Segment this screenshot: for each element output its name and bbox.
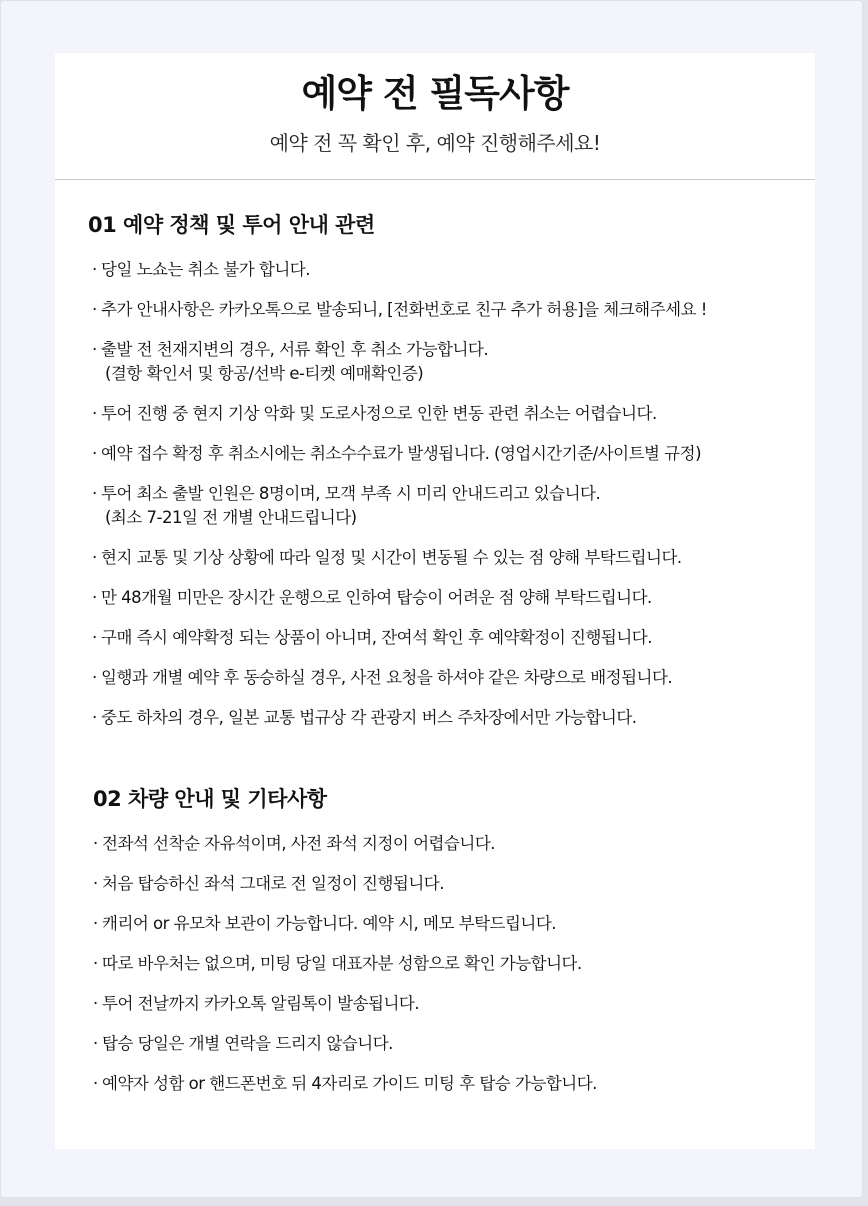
item-text: 예약자 성함 or 핸드폰번호 뒤 4자리로 가이드 미팅 후 탑승 가능합니다. bbox=[102, 1074, 597, 1093]
list-item bbox=[93, 832, 787, 856]
list-item bbox=[92, 586, 787, 610]
list-item bbox=[92, 666, 787, 690]
list-item bbox=[93, 912, 787, 936]
bullet: · bbox=[93, 954, 98, 973]
notice-header bbox=[55, 53, 815, 180]
bullet: · bbox=[92, 340, 97, 359]
list-item bbox=[92, 338, 787, 386]
item-text: 투어 최소 출발 인원은 8명이며, 모객 부족 시 미리 안내드리고 있습니다. bbox=[101, 484, 601, 503]
list-item bbox=[92, 706, 787, 730]
item-text: 투어 전날까지 카카오톡 알림톡이 발송됩니다. bbox=[102, 994, 420, 1013]
section-vehicle-info bbox=[55, 746, 815, 1096]
item-text: 따로 바우처는 없으며, 미팅 당일 대표자분 성함으로 확인 가능합니다. bbox=[102, 954, 582, 973]
bullet: · bbox=[93, 874, 98, 893]
item-text: 당일 노쇼는 취소 불가 합니다. bbox=[101, 260, 310, 279]
bullet: · bbox=[93, 994, 98, 1013]
list-item bbox=[93, 952, 787, 976]
bullet: · bbox=[92, 260, 97, 279]
list-item bbox=[92, 258, 787, 282]
item-note: (최소 7-21일 전 개별 안내드립니다) bbox=[105, 508, 357, 527]
list-item bbox=[92, 546, 787, 570]
list-item bbox=[93, 872, 787, 896]
bullet: · bbox=[93, 834, 98, 853]
item-text: 출발 전 천재지변의 경우, 서류 확인 후 취소 가능합니다. bbox=[101, 340, 489, 359]
list-item bbox=[92, 298, 787, 322]
item-text: 구매 즉시 예약확정 되는 상품이 아니며, 잔여석 확인 후 예약확정이 진행됩니다. bbox=[101, 628, 652, 647]
item-text: 전좌석 선착순 자유석이며, 사전 좌석 지정이 어렵습니다. bbox=[102, 834, 496, 853]
item-text: 투어 진행 중 현지 기상 악화 및 도로사정으로 인한 변동 관련 취소는 어렵습니다. bbox=[101, 404, 657, 423]
bullet: · bbox=[92, 548, 97, 567]
list-item bbox=[93, 1072, 787, 1096]
item-text: 만 48개월 미만은 장시간 운행으로 인하여 탑승이 어려운 점 양해 부탁드립니다. bbox=[101, 588, 652, 607]
item-text: 처음 탑승하신 좌석 그대로 전 일정이 진행됩니다. bbox=[102, 874, 444, 893]
bullet: · bbox=[92, 444, 97, 463]
vehicle-list bbox=[93, 832, 787, 1096]
item-text: 캐리어 or 유모차 보관이 가능합니다. 예약 시, 메모 부탁드립니다. bbox=[102, 914, 557, 933]
bullet: · bbox=[92, 628, 97, 647]
item-text: 일행과 개별 예약 후 동승하실 경우, 사전 요청을 하셔야 같은 차량으로 배정됩니다. bbox=[101, 668, 673, 687]
page-subtitle: 예약 전 꼭 확인 후, 예약 진행해주세요! bbox=[269, 131, 601, 155]
page-title: 예약 전 필독사항 bbox=[301, 72, 569, 115]
item-text: 탑승 당일은 개별 연락을 드리지 않습니다. bbox=[102, 1034, 393, 1053]
notice-card bbox=[55, 53, 815, 1149]
list-item bbox=[93, 992, 787, 1016]
list-item bbox=[93, 1032, 787, 1056]
bullet: · bbox=[92, 300, 97, 319]
section-heading: 01 예약 정책 및 투어 안내 관련 bbox=[88, 213, 375, 237]
item-text: 중도 하차의 경우, 일본 교통 법규상 각 관광지 버스 주차장에서만 가능합니다. bbox=[101, 708, 637, 727]
bullet: · bbox=[92, 484, 97, 503]
item-text: 추가 안내사항은 카카오톡으로 발송되니, [전화번호로 친구 추가 허용]을 체크해주세요 ! bbox=[101, 300, 707, 319]
list-item bbox=[92, 482, 787, 530]
list-item bbox=[92, 402, 787, 426]
bullet: · bbox=[92, 668, 97, 687]
bullet: · bbox=[92, 588, 97, 607]
bullet: · bbox=[92, 708, 97, 727]
section-reservation-policy bbox=[55, 180, 815, 730]
policy-list bbox=[88, 258, 787, 730]
list-item bbox=[92, 442, 787, 466]
bullet: · bbox=[92, 404, 97, 423]
item-text: 현지 교통 및 기상 상황에 따라 일정 및 시간이 변동될 수 있는 점 양해 부탁드립니다. bbox=[101, 548, 682, 567]
item-note: (결항 확인서 및 항공/선박 e-티켓 예매확인증) bbox=[105, 364, 424, 383]
item-text: 예약 접수 확정 후 취소시에는 취소수수료가 발생됩니다. (영업시간기준/사이트별 규정) bbox=[101, 444, 702, 463]
bullet: · bbox=[93, 1034, 98, 1053]
bullet: · bbox=[93, 914, 98, 933]
section-heading: 02 차량 안내 및 기타사항 bbox=[93, 787, 327, 811]
bullet: · bbox=[93, 1074, 98, 1093]
list-item bbox=[92, 626, 787, 650]
